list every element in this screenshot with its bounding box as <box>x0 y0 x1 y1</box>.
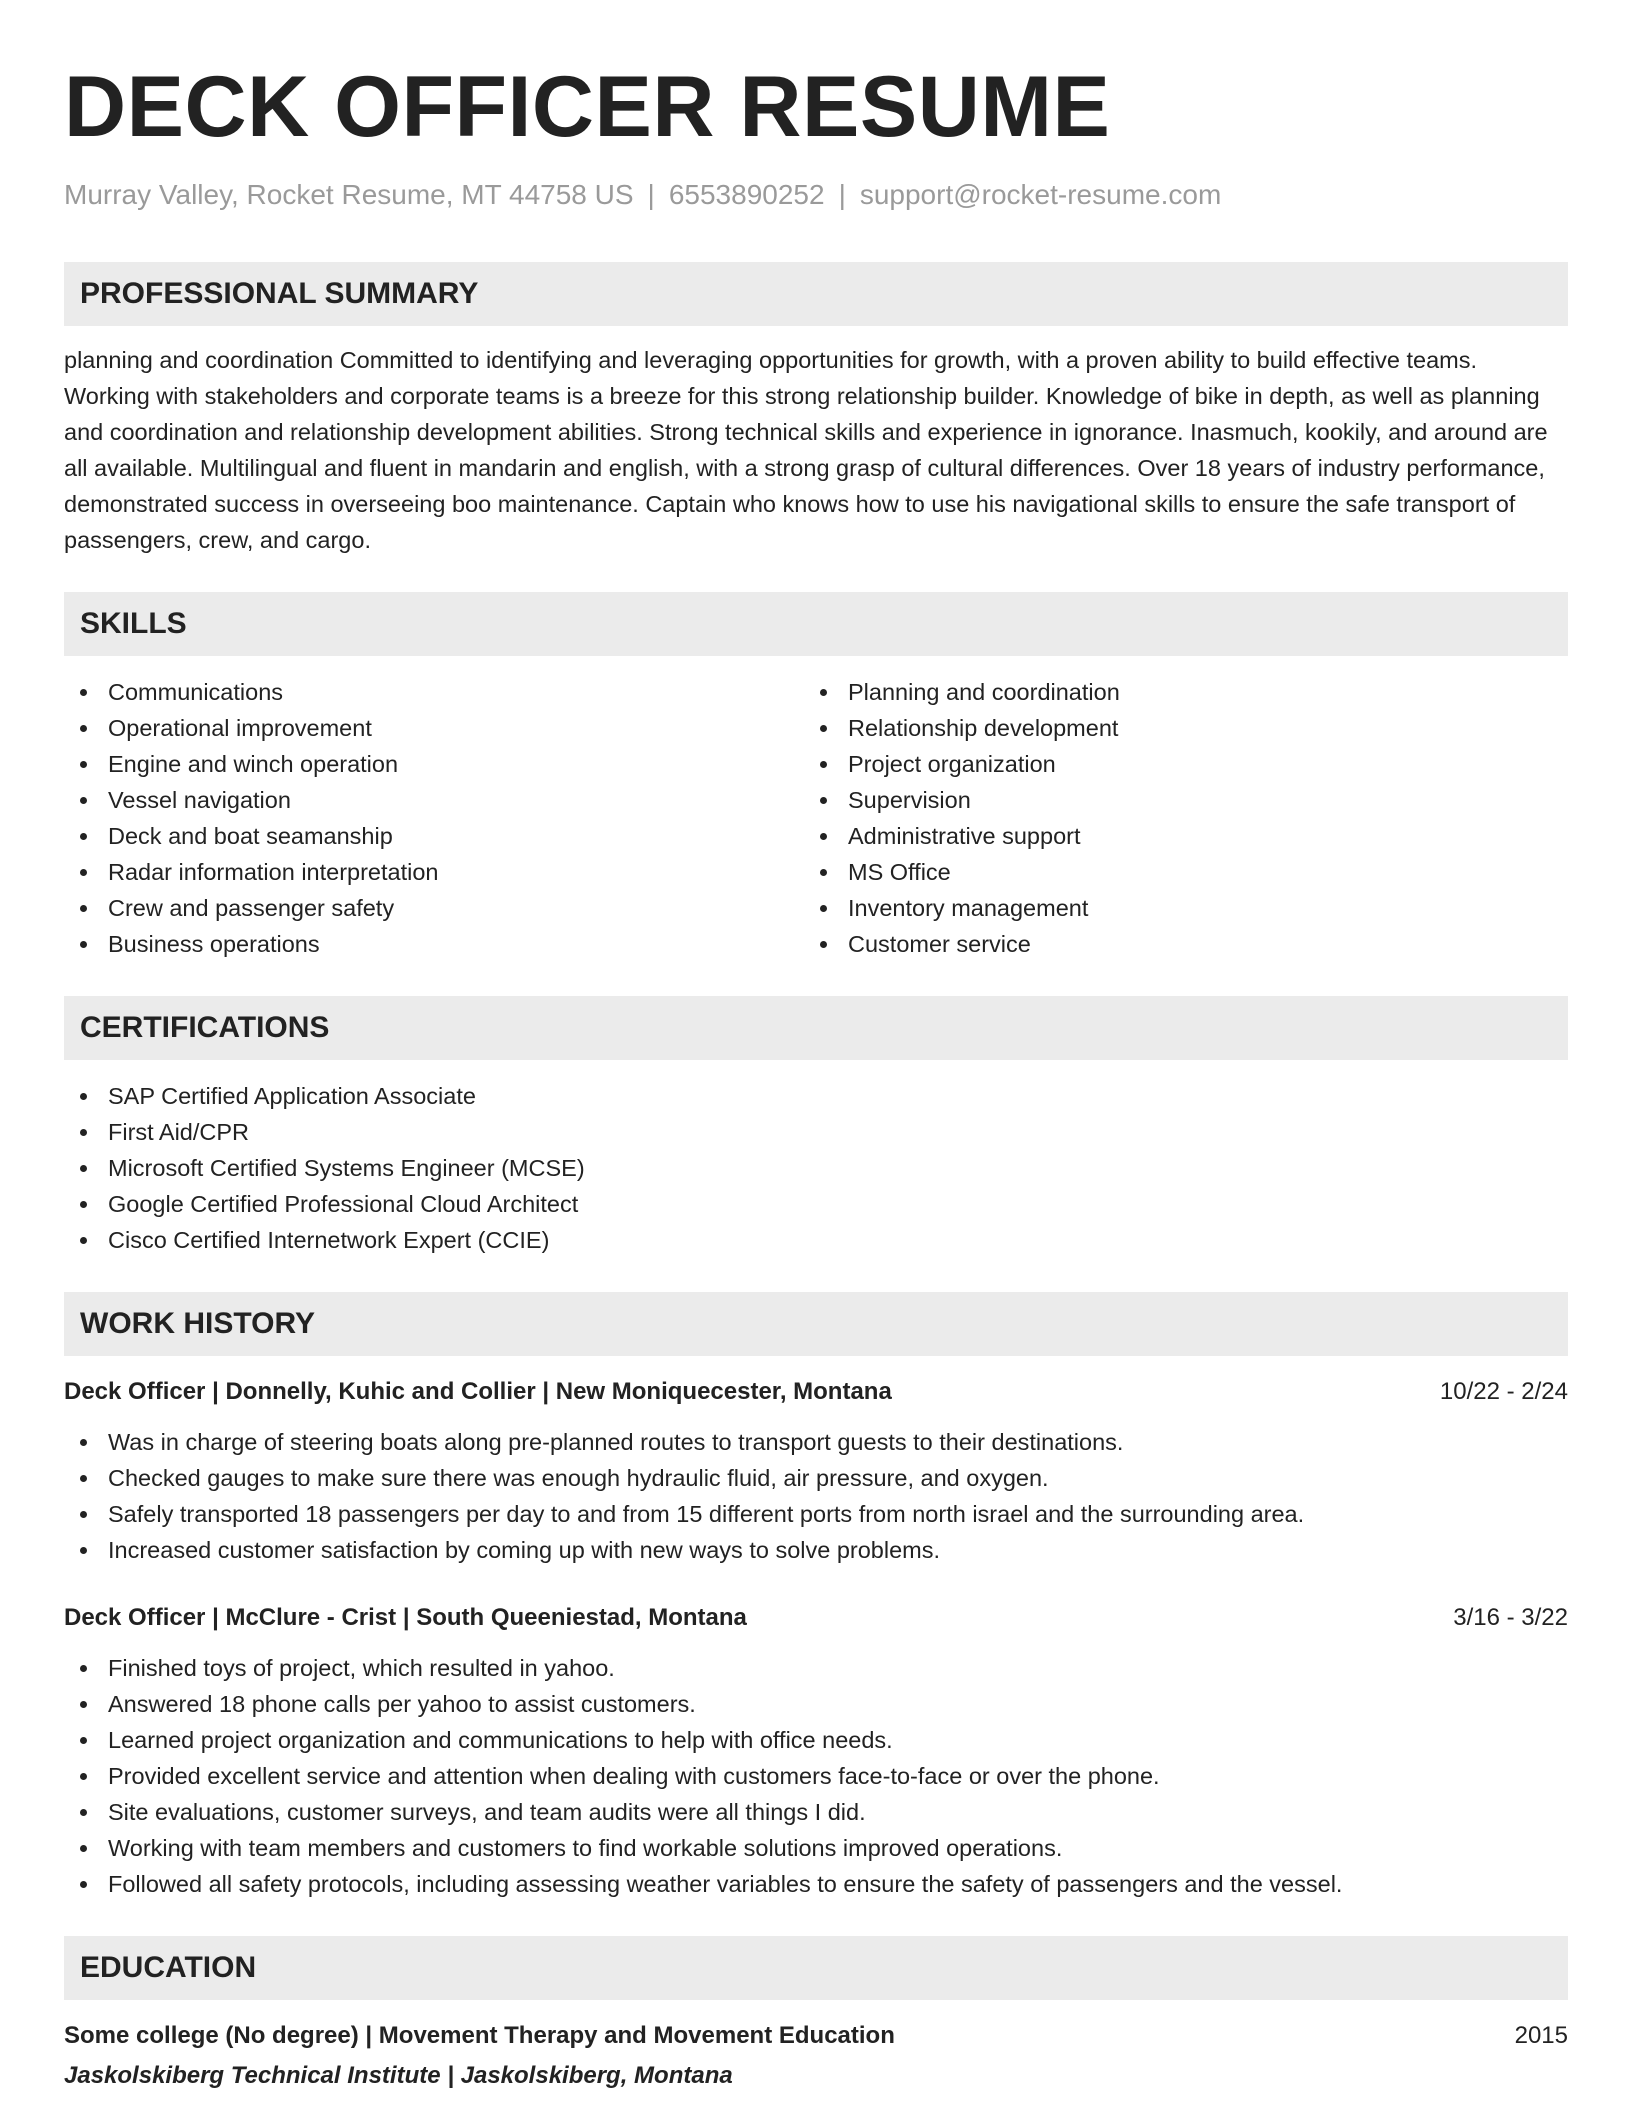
job-title: Deck Officer | McClure - Crist | South Queeniestad, Montana <box>64 1603 747 1631</box>
contact-separator: | <box>647 179 655 210</box>
job-bullet: Increased customer satisfaction by coming up with new ways to solve problems. <box>64 1532 1568 1568</box>
job-bullet: Was in charge of steering boats along pre-planned routes to transport guests to their destinations. <box>64 1424 1568 1460</box>
skill-item: Customer service <box>804 926 1544 962</box>
summary-section <box>64 262 1568 558</box>
job-header <box>64 1600 1568 1636</box>
skills-list-right <box>804 674 1544 962</box>
contact-email: support@rocket-resume.com <box>859 179 1222 210</box>
summary-heading: PROFESSIONAL SUMMARY <box>64 262 1568 326</box>
skill-item: Deck and boat seamanship <box>64 818 804 854</box>
certification-item: SAP Certified Application Associate <box>64 1078 1568 1114</box>
summary-text: planning and coordination Committed to identifying and leveraging opportunities for growth, with a proven ability to build effective teams. Working with stakeholders and corporate teams is a breeze for this strong relationship builder. Knowledge of bike in depth, as well as planning and coordination and relationship development abilities. Strong technical skills and experience in ignorance. Inasmuch, kookily, and around are all available. Multilingual and fluent in mandarin and english, with a strong grasp of cultural differences. Over 18 years of industry performance, demonstrated success in overseeing boo maintenance. Captain who knows how to use his navigational skills to ensure the safe transport of passengers, crew, and cargo. <box>64 346 1548 553</box>
skill-item: Supervision <box>804 782 1544 818</box>
job-entry <box>64 1600 1568 1902</box>
job-bullet: Learned project organization and communications to help with office needs. <box>64 1722 1568 1758</box>
job-dates: 10/22 - 2/24 <box>1439 1377 1568 1405</box>
contact-separator: | <box>838 179 846 210</box>
skills-grid <box>64 656 1568 962</box>
certification-item: Cisco Certified Internetwork Expert (CCIE) <box>64 1222 1568 1258</box>
skill-item: Vessel navigation <box>64 782 804 818</box>
education-section <box>64 1936 1568 2094</box>
contact-line <box>64 178 1568 212</box>
skill-item: Inventory management <box>804 890 1544 926</box>
skills-heading: SKILLS <box>64 592 1568 656</box>
certification-item: First Aid/CPR <box>64 1114 1568 1150</box>
skill-item: Communications <box>64 674 804 710</box>
skills-list-left <box>64 674 804 962</box>
work-history-heading: WORK HISTORY <box>64 1292 1568 1356</box>
education-year: 2015 <box>1514 2021 1568 2049</box>
job-bullet: Answered 18 phone calls per yahoo to assist customers. <box>64 1686 1568 1722</box>
education-header <box>64 2018 1568 2054</box>
skill-item: Radar information interpretation <box>64 854 804 890</box>
skill-item: Relationship development <box>804 710 1544 746</box>
contact-phone: 6553890252 <box>668 179 825 210</box>
job-bullet: Safely transported 18 passengers per day to and from 15 different ports from north israel and the surrounding area. <box>64 1496 1568 1532</box>
job-bullet: Working with team members and customers to find workable solutions improved operations. <box>64 1830 1568 1866</box>
resume-title: DECK OFFICER RESUME <box>64 59 1111 155</box>
certifications-section <box>64 996 1568 1258</box>
skill-item: Planning and coordination <box>804 674 1544 710</box>
certifications-list <box>64 1078 1568 1258</box>
skill-item: Project organization <box>804 746 1544 782</box>
job-bullet: Provided excellent service and attention when dealing with customers face-to-face or over the phone. <box>64 1758 1568 1794</box>
certifications-heading: CERTIFICATIONS <box>64 996 1568 1060</box>
job-entry <box>64 1374 1568 1568</box>
skill-item: Crew and passenger safety <box>64 890 804 926</box>
job-bullet: Site evaluations, customer surveys, and team audits were all things I did. <box>64 1794 1568 1830</box>
education-school: Jaskolskiberg Technical Institute | Jaskolskiberg, Montana <box>64 2061 733 2089</box>
skill-item: Business operations <box>64 926 804 962</box>
job-bullets <box>64 1650 1568 1902</box>
job-dates: 3/16 - 3/22 <box>1453 1603 1568 1631</box>
contact-address: Murray Valley, Rocket Resume, MT 44758 US <box>64 179 634 210</box>
job-bullet: Checked gauges to make sure there was enough hydraulic fluid, air pressure, and oxygen. <box>64 1460 1568 1496</box>
skill-item: Engine and winch operation <box>64 746 804 782</box>
education-heading: EDUCATION <box>64 1936 1568 2000</box>
job-bullet: Followed all safety protocols, including assessing weather variables to ensure the safety of passengers and the vessel. <box>64 1866 1568 1902</box>
job-bullets <box>64 1424 1568 1568</box>
skill-item: Administrative support <box>804 818 1544 854</box>
education-degree: Some college (No degree) | Movement Therapy and Movement Education <box>64 2021 895 2049</box>
job-bullet: Finished toys of project, which resulted in yahoo. <box>64 1650 1568 1686</box>
skills-section <box>64 592 1568 962</box>
job-header <box>64 1374 1568 1410</box>
certification-item: Microsoft Certified Systems Engineer (MCSE) <box>64 1150 1568 1186</box>
certification-item: Google Certified Professional Cloud Architect <box>64 1186 1568 1222</box>
work-history-section <box>64 1292 1568 1902</box>
skill-item: Operational improvement <box>64 710 804 746</box>
skill-item: MS Office <box>804 854 1544 890</box>
job-title: Deck Officer | Donnelly, Kuhic and Collier | New Moniquecester, Montana <box>64 1377 892 1405</box>
